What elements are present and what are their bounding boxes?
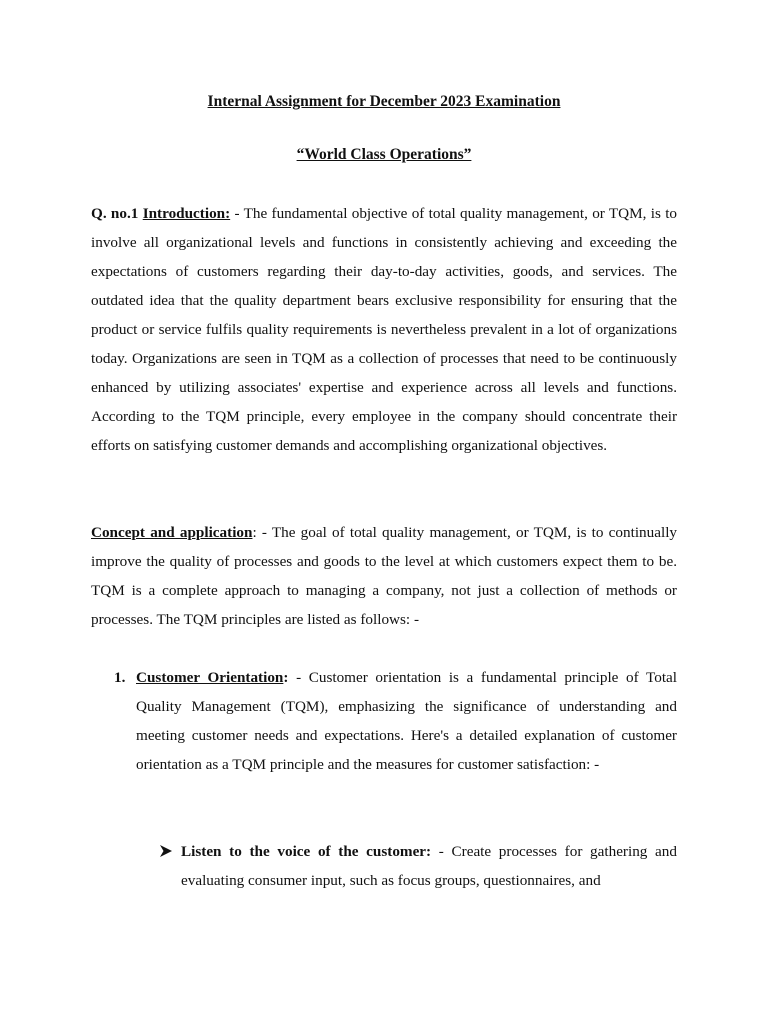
measure-text: - Create processes for gathering and evaluating consumer input, such as focus groups, questionnaires, and xyxy=(181,843,677,889)
principle-heading: Customer Orientation xyxy=(136,669,284,686)
concept-heading: Concept and application xyxy=(91,524,253,541)
introduction-heading: Introduction: xyxy=(142,205,231,222)
document-title: Internal Assignment for December 2023 Examination xyxy=(207,93,561,110)
principle-text: - Customer orientation is a fundamental principle of Total Quality Management (TQM), emphasizing the significance of understanding and meeting customer needs and expectations. Here's a detailed explanation of customer orientation as a TQM principle and the measures for customer satisfaction: - xyxy=(136,669,677,773)
question-label: Q. no.1 xyxy=(91,205,139,222)
concept-text: : - The goal of total quality management, or TQM, is to continually improve the quality of processes and goods to the level at which customers expect them to be. TQM is a complete approach to managing a company, not just a collection of methods or processes. The TQM principles are listed as follows: - xyxy=(91,524,678,628)
arrow-bullet-icon xyxy=(159,844,173,858)
concept-paragraph xyxy=(91,518,677,634)
q1-paragraph xyxy=(91,199,677,460)
measure-item xyxy=(181,837,677,895)
document-subtitle: “World Class Operations” xyxy=(296,146,472,163)
measure-heading: Listen to the voice of the customer: xyxy=(181,843,432,860)
introduction-text: - The fundamental objective of total quality management, or TQM, is to involve all organizational levels and functions in consistently achieving and exceeding the expectations of customers regarding their day-to-day activities, goods, and services. The outdated idea that the quality department bears exclusive responsibility for ensuring that the product or service fulfils quality requirements is nevertheless prevalent in a lot of organizations today. Organizations are seen in TQM as a collection of processes that need to be continuously enhanced by utilizing associates' expertise and experience across all levels and functions. According to the TQM principle, every employee in the company should concentrate their efforts on satisfying customer demands and accomplishing organizational objectives. xyxy=(91,205,678,454)
principle-item xyxy=(136,663,677,779)
list-number: 1. xyxy=(114,669,126,686)
principle-colon: : xyxy=(283,669,289,686)
